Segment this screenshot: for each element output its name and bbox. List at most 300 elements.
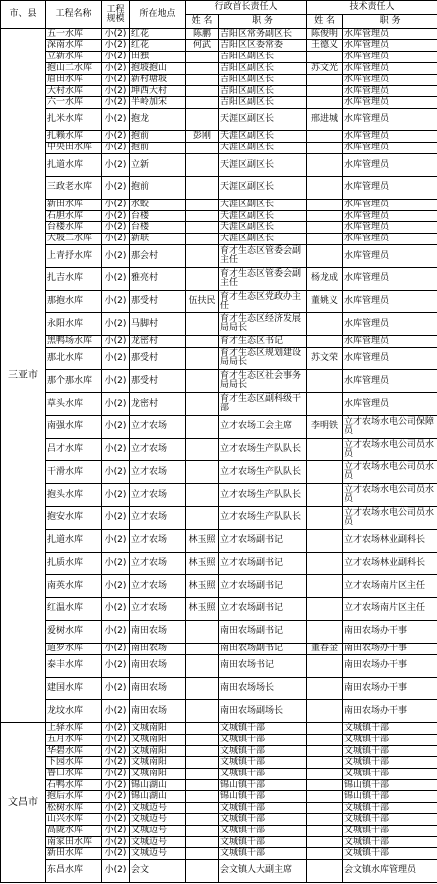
tech-duty-cell: 水库管理员 xyxy=(343,336,437,347)
location-cell: 南田农场 xyxy=(130,654,186,677)
project-scale-cell: 小(2) xyxy=(102,575,130,598)
tech-name-cell: 董姚义 xyxy=(307,290,343,313)
tech-duty-cell: 文城镇干部 xyxy=(343,734,437,745)
project-name-cell: 红温水库 xyxy=(46,598,102,621)
project-scale-cell: 小(2) xyxy=(102,233,130,244)
tech-duty-cell: 水库管理员 xyxy=(343,51,437,62)
location-cell: 新联 xyxy=(130,233,186,244)
admin-name-cell xyxy=(186,233,219,244)
tech-name-cell xyxy=(307,654,343,677)
project-scale-cell: 小(2) xyxy=(102,74,130,85)
table-row xyxy=(1,154,437,177)
admin-duty-cell: 立才农场生产队队长 xyxy=(219,438,307,461)
tech-duty-cell: 水库管理员 xyxy=(343,63,437,74)
project-name-cell: 道罗水库 xyxy=(46,643,102,654)
admin-name-cell xyxy=(186,222,219,233)
table-row xyxy=(1,63,437,74)
project-name-cell: 下园水库 xyxy=(46,757,102,768)
admin-name-cell xyxy=(186,848,219,859)
project-scale-cell: 小(2) xyxy=(102,643,130,654)
tech-name-cell xyxy=(307,757,343,768)
location-cell: 南田农场 xyxy=(130,620,186,643)
tech-duty-cell: 锦山镇干部 xyxy=(343,780,437,791)
header-tech-group: 技术责任人 xyxy=(307,1,437,15)
tech-duty-cell: 水库管理员 xyxy=(343,347,437,370)
admin-duty-cell: 育才生态区管委会副主任 xyxy=(219,245,307,268)
location-cell: 南田农场 xyxy=(130,643,186,654)
project-scale-cell: 小(2) xyxy=(102,654,130,677)
project-name-cell: 那个那水库 xyxy=(46,370,102,393)
admin-name-cell xyxy=(186,199,219,210)
admin-name-cell xyxy=(186,677,219,700)
project-scale-cell: 小(2) xyxy=(102,211,130,222)
header-admin-duty: 职 务 xyxy=(219,15,307,29)
project-name-cell: 大坡二水库 xyxy=(46,233,102,244)
admin-duty-cell: 吉阳区区委常委 xyxy=(219,40,307,51)
admin-duty-cell: 文城镇干部 xyxy=(219,848,307,859)
admin-name-cell xyxy=(186,643,219,654)
tech-name-cell xyxy=(307,97,343,108)
admin-duty-cell: 立才农场副书记 xyxy=(219,575,307,598)
tech-name-cell xyxy=(307,313,343,336)
admin-duty-cell: 育才生态区规划建设局局长 xyxy=(219,347,307,370)
tech-duty-cell: 水库管理员 xyxy=(343,40,437,51)
tech-duty-cell: 水库管理员 xyxy=(343,222,437,233)
header-location: 所在地点 xyxy=(130,1,186,29)
table-row xyxy=(1,552,437,575)
location-cell: 抱前 xyxy=(130,131,186,142)
tech-duty-cell: 锦山镇干部 xyxy=(343,791,437,802)
location-cell: 那会村 xyxy=(130,245,186,268)
tech-name-cell: 董春金 xyxy=(307,643,343,654)
admin-name-cell: 何武 xyxy=(186,40,219,51)
project-name-cell: 上青抒水库 xyxy=(46,245,102,268)
admin-name-cell xyxy=(186,154,219,177)
project-name-cell: 抱头水库 xyxy=(46,484,102,507)
tech-name-cell: 陈俊明 xyxy=(307,29,343,40)
admin-name-cell xyxy=(186,370,219,393)
tech-name-cell xyxy=(307,222,343,233)
project-scale-cell: 小(2) xyxy=(102,154,130,177)
tech-name-cell xyxy=(307,370,343,393)
tech-name-cell xyxy=(307,859,343,882)
admin-duty-cell: 天涯区副区长 xyxy=(219,233,307,244)
project-scale-cell: 小(2) xyxy=(102,768,130,779)
tech-name-cell: 李明铁 xyxy=(307,415,343,438)
table-row xyxy=(1,859,437,882)
city-cell: 文昌市 xyxy=(1,723,46,882)
table-row xyxy=(1,336,437,347)
location-cell: 立才农场 xyxy=(130,461,186,484)
location-cell: 红花 xyxy=(130,40,186,51)
location-cell: 文城迈号 xyxy=(130,836,186,847)
project-name-cell: 泰丰水库 xyxy=(46,654,102,677)
admin-name-cell xyxy=(186,176,219,199)
project-scale-cell: 小(2) xyxy=(102,802,130,813)
tech-duty-cell: 水库管理员 xyxy=(343,199,437,210)
project-scale-cell: 小(2) xyxy=(102,529,130,552)
project-scale-cell: 小(2) xyxy=(102,745,130,756)
table-row xyxy=(1,51,437,62)
project-name-cell: 上驿水库 xyxy=(46,723,102,734)
project-scale-cell: 小(2) xyxy=(102,142,130,153)
location-cell: 新村塘坡 xyxy=(130,74,186,85)
tech-duty-cell: 水库管理员 xyxy=(343,176,437,199)
project-name-cell: 三政老水库 xyxy=(46,176,102,199)
admin-duty-cell: 南田农场场长 xyxy=(219,677,307,700)
admin-name-cell xyxy=(186,814,219,825)
admin-name-cell: 林玉照 xyxy=(186,575,219,598)
tech-duty-cell: 水库管理员 xyxy=(343,290,437,313)
admin-duty-cell: 文城镇干部 xyxy=(219,836,307,847)
admin-duty-cell: 南田农场副场长 xyxy=(219,700,307,723)
tech-duty-cell: 水库管理员 xyxy=(343,131,437,142)
tech-name-cell xyxy=(307,723,343,734)
tech-name-cell xyxy=(307,848,343,859)
tech-name-cell xyxy=(307,245,343,268)
admin-duty-cell: 天涯区副区长 xyxy=(219,211,307,222)
location-cell: 立才农场 xyxy=(130,552,186,575)
tech-name-cell xyxy=(307,768,343,779)
table-row xyxy=(1,677,437,700)
project-name-cell: 山兴水库 xyxy=(46,814,102,825)
project-scale-cell: 小(2) xyxy=(102,290,130,313)
project-scale-cell: 小(2) xyxy=(102,461,130,484)
location-cell: 那受村 xyxy=(130,370,186,393)
location-cell: 那受村 xyxy=(130,347,186,370)
table-row xyxy=(1,723,437,734)
table-row xyxy=(1,768,437,779)
location-cell: 文城迈号 xyxy=(130,814,186,825)
tech-duty-cell: 文城镇干部 xyxy=(343,848,437,859)
project-name-cell: 抱山二水库 xyxy=(46,63,102,74)
admin-name-cell xyxy=(186,791,219,802)
tech-duty-cell: 文城镇干部 xyxy=(343,768,437,779)
admin-duty-cell: 立才农场副书记 xyxy=(219,598,307,621)
tech-name-cell xyxy=(307,74,343,85)
table-row xyxy=(1,74,437,85)
admin-name-cell xyxy=(186,859,219,882)
project-scale-cell: 小(2) xyxy=(102,267,130,290)
location-cell: 抱坡抱山 xyxy=(130,63,186,74)
admin-duty-cell: 南田农场书记 xyxy=(219,654,307,677)
admin-duty-cell: 立才农场生产队队长 xyxy=(219,506,307,529)
admin-duty-cell: 育才生态区经济发展局局长 xyxy=(219,313,307,336)
admin-duty-cell: 南田农场副书记 xyxy=(219,620,307,643)
admin-name-cell xyxy=(186,802,219,813)
tech-name-cell xyxy=(307,598,343,621)
table-row xyxy=(1,780,437,791)
tech-duty-cell: 水库管理员 xyxy=(343,313,437,336)
table-row xyxy=(1,199,437,210)
tech-name-cell xyxy=(307,734,343,745)
location-cell: 文城南阳 xyxy=(130,757,186,768)
admin-name-cell xyxy=(186,415,219,438)
admin-name-cell xyxy=(186,620,219,643)
tech-name-cell: 杨龙成 xyxy=(307,267,343,290)
location-cell: 文城迈号 xyxy=(130,848,186,859)
project-scale-cell: 小(2) xyxy=(102,347,130,370)
project-name-cell: 黑鸭场水库 xyxy=(46,336,102,347)
admin-duty-cell: 吉阳区常务副区长 xyxy=(219,29,307,40)
admin-duty-cell: 天涯区副区长 xyxy=(219,108,307,131)
project-name-cell: 深南水库 xyxy=(46,40,102,51)
admin-name-cell xyxy=(186,484,219,507)
tech-duty-cell: 文城镇干部 xyxy=(343,757,437,768)
admin-name-cell xyxy=(186,700,219,723)
project-name-cell: 扎米水库 xyxy=(46,108,102,131)
tech-duty-cell: 立才农场水电公司员水员 xyxy=(343,484,437,507)
admin-duty-cell: 会文镇人大副主席 xyxy=(219,859,307,882)
project-scale-cell: 小(2) xyxy=(102,313,130,336)
admin-duty-cell: 文城镇干部 xyxy=(219,757,307,768)
project-scale-cell: 小(2) xyxy=(102,245,130,268)
project-scale-cell: 小(2) xyxy=(102,506,130,529)
table-row xyxy=(1,40,437,51)
tech-name-cell xyxy=(307,85,343,96)
tech-name-cell: 王德义 xyxy=(307,40,343,51)
project-scale-cell: 小(2) xyxy=(102,598,130,621)
table-row xyxy=(1,29,437,40)
tech-name-cell: 苏文光 xyxy=(307,63,343,74)
tech-name-cell: 苏文荣 xyxy=(307,347,343,370)
project-name-cell: 松树水库 xyxy=(46,802,102,813)
project-scale-cell: 小(2) xyxy=(102,85,130,96)
tech-name-cell xyxy=(307,142,343,153)
admin-name-cell xyxy=(186,780,219,791)
table-row xyxy=(1,802,437,813)
tech-duty-cell: 南田农场办干事 xyxy=(343,620,437,643)
table-row xyxy=(1,745,437,756)
project-name-cell: 中央田水库 xyxy=(46,142,102,153)
project-name-cell: 六一水库 xyxy=(46,97,102,108)
tech-duty-cell: 文城镇干部 xyxy=(343,723,437,734)
admin-duty-cell: 吉阳区副区长 xyxy=(219,85,307,96)
project-scale-cell: 小(2) xyxy=(102,552,130,575)
admin-name-cell xyxy=(186,438,219,461)
table-row xyxy=(1,461,437,484)
location-cell: 水蛟 xyxy=(130,199,186,210)
project-scale-cell: 小(2) xyxy=(102,51,130,62)
location-cell: 会文 xyxy=(130,859,186,882)
tech-duty-cell: 文城镇干部 xyxy=(343,825,437,836)
tech-duty-cell: 文城镇干部 xyxy=(343,802,437,813)
project-scale-cell: 小(2) xyxy=(102,176,130,199)
admin-name-cell xyxy=(186,63,219,74)
tech-duty-cell: 立才农场水电公司员水员 xyxy=(343,506,437,529)
table-row xyxy=(1,654,437,677)
admin-duty-cell: 锦山镇干部 xyxy=(219,780,307,791)
header-project-name: 工程名称 xyxy=(46,1,102,29)
tech-duty-cell: 水库管理员 xyxy=(343,108,437,131)
project-name-cell: 草头水库 xyxy=(46,393,102,416)
tech-duty-cell: 文城镇干部 xyxy=(343,745,437,756)
city-cell: 三亚市 xyxy=(1,29,46,723)
admin-duty-cell: 天涯区副区长 xyxy=(219,131,307,142)
location-cell: 雅亮村 xyxy=(130,267,186,290)
project-name-cell: 石胆水库 xyxy=(46,211,102,222)
table-row xyxy=(1,108,437,131)
project-scale-cell: 小(2) xyxy=(102,199,130,210)
admin-name-cell xyxy=(186,723,219,734)
admin-duty-cell: 吉阳区副区长 xyxy=(219,97,307,108)
admin-name-cell xyxy=(186,768,219,779)
project-name-cell: 扎质水库 xyxy=(46,552,102,575)
table-row xyxy=(1,313,437,336)
admin-duty-cell: 天涯区副区长 xyxy=(219,154,307,177)
project-scale-cell: 小(2) xyxy=(102,734,130,745)
admin-name-cell xyxy=(186,211,219,222)
admin-duty-cell: 文城镇干部 xyxy=(219,734,307,745)
admin-name-cell xyxy=(186,506,219,529)
table-row xyxy=(1,176,437,199)
location-cell: 抱龙 xyxy=(130,108,186,131)
admin-duty-cell: 天涯区副区长 xyxy=(219,142,307,153)
location-cell: 红花 xyxy=(130,29,186,40)
admin-name-cell: 林玉照 xyxy=(186,598,219,621)
admin-duty-cell: 立才农场副书记 xyxy=(219,552,307,575)
admin-name-cell xyxy=(186,108,219,131)
project-name-cell: 五一水库 xyxy=(46,29,102,40)
location-cell: 文城南阳 xyxy=(130,768,186,779)
project-scale-cell: 小(2) xyxy=(102,791,130,802)
project-scale-cell: 小(2) xyxy=(102,677,130,700)
admin-name-cell xyxy=(186,461,219,484)
tech-name-cell xyxy=(307,780,343,791)
tech-duty-cell: 水库管理员 xyxy=(343,29,437,40)
admin-duty-cell: 文城镇干部 xyxy=(219,768,307,779)
header-admin-name: 姓 名 xyxy=(186,15,219,29)
project-name-cell: 南强水库 xyxy=(46,415,102,438)
table-row xyxy=(1,245,437,268)
table-row xyxy=(1,598,437,621)
tech-name-cell xyxy=(307,131,343,142)
location-cell: 田独 xyxy=(130,51,186,62)
tech-duty-cell: 水库管理员 xyxy=(343,245,437,268)
table-row xyxy=(1,814,437,825)
tech-duty-cell: 水库管理员 xyxy=(343,211,437,222)
admin-duty-cell: 立才农场副书记 xyxy=(219,529,307,552)
location-cell: 文城南阳 xyxy=(130,723,186,734)
tech-name-cell xyxy=(307,791,343,802)
tech-name-cell xyxy=(307,484,343,507)
tech-name-cell xyxy=(307,336,343,347)
admin-name-cell xyxy=(186,245,219,268)
location-cell: 抱前 xyxy=(130,176,186,199)
table-row xyxy=(1,836,437,847)
project-name-cell: 新田水库 xyxy=(46,199,102,210)
tech-duty-cell: 南田农场办干事 xyxy=(343,643,437,654)
project-name-cell: 建国水库 xyxy=(46,677,102,700)
table-row xyxy=(1,233,437,244)
header-city: 市、县 xyxy=(1,1,46,29)
location-cell: 抱前 xyxy=(130,142,186,153)
project-name-cell: 抱后水库 xyxy=(46,791,102,802)
table-row xyxy=(1,131,437,142)
location-cell: 台楼 xyxy=(130,211,186,222)
table-row xyxy=(1,211,437,222)
admin-duty-cell: 立才农场生产队队长 xyxy=(219,461,307,484)
project-scale-cell: 小(2) xyxy=(102,415,130,438)
tech-name-cell xyxy=(307,575,343,598)
tech-duty-cell: 立才农场水电公司保障员 xyxy=(343,415,437,438)
project-name-cell: 吕才水库 xyxy=(46,438,102,461)
admin-name-cell xyxy=(186,654,219,677)
tech-duty-cell: 立才农场林业副科长 xyxy=(343,529,437,552)
admin-name-cell xyxy=(186,51,219,62)
location-cell: 立才农场 xyxy=(130,438,186,461)
admin-duty-cell: 育才生态区党政办主任 xyxy=(219,290,307,313)
tech-name-cell xyxy=(307,825,343,836)
admin-name-cell: 林玉照 xyxy=(186,552,219,575)
admin-name-cell xyxy=(186,336,219,347)
tech-name-cell xyxy=(307,506,343,529)
location-cell: 立新 xyxy=(130,154,186,177)
table-row xyxy=(1,415,437,438)
admin-name-cell xyxy=(186,825,219,836)
project-scale-cell: 小(2) xyxy=(102,97,130,108)
location-cell: 南田农场 xyxy=(130,677,186,700)
table-body xyxy=(1,29,437,883)
project-name-cell: 南英水库 xyxy=(46,575,102,598)
admin-duty-cell: 锦山镇干部 xyxy=(219,791,307,802)
tech-duty-cell: 南田农场办干事 xyxy=(343,654,437,677)
project-name-cell: 大村水库 xyxy=(46,85,102,96)
project-name-cell: 新田水库 xyxy=(46,848,102,859)
project-scale-cell: 小(2) xyxy=(102,29,130,40)
admin-duty-cell: 文城镇干部 xyxy=(219,802,307,813)
project-name-cell: 台楼水库 xyxy=(46,222,102,233)
project-scale-cell: 小(2) xyxy=(102,438,130,461)
tech-duty-cell: 水库管理员 xyxy=(343,97,437,108)
tech-duty-cell: 立才农场南片区主任 xyxy=(343,598,437,621)
tech-name-cell xyxy=(307,814,343,825)
admin-name-cell xyxy=(186,97,219,108)
tech-name-cell xyxy=(307,552,343,575)
table-row xyxy=(1,529,437,552)
project-scale-cell: 小(2) xyxy=(102,757,130,768)
project-name-cell: 华碧水库 xyxy=(46,745,102,756)
project-name-cell: 扎道水库 xyxy=(46,154,102,177)
project-name-cell: 抱安水库 xyxy=(46,506,102,529)
tech-duty-cell: 水库管理员 xyxy=(343,85,437,96)
tech-duty-cell: 立才农场水电公司员水员 xyxy=(343,461,437,484)
location-cell: 锦山湖山 xyxy=(130,791,186,802)
admin-name-cell xyxy=(186,836,219,847)
location-cell: 龙密村 xyxy=(130,336,186,347)
project-scale-cell: 小(2) xyxy=(102,814,130,825)
table-row xyxy=(1,506,437,529)
tech-name-cell xyxy=(307,461,343,484)
location-cell: 文城南阳 xyxy=(130,734,186,745)
project-scale-cell: 小(2) xyxy=(102,63,130,74)
tech-duty-cell: 水库管理员 xyxy=(343,393,437,416)
tech-name-cell xyxy=(307,529,343,552)
project-name-cell: 东昌水库 xyxy=(46,859,102,882)
tech-duty-cell: 南田农场办干事 xyxy=(343,677,437,700)
project-name-cell: 南家田水库 xyxy=(46,836,102,847)
project-scale-cell: 小(2) xyxy=(102,859,130,882)
table-row xyxy=(1,97,437,108)
admin-duty-cell: 文城镇干部 xyxy=(219,723,307,734)
tech-name-cell xyxy=(307,700,343,723)
table-row xyxy=(1,734,437,745)
admin-duty-cell: 天涯区副区长 xyxy=(219,176,307,199)
project-name-cell: 干滑水库 xyxy=(46,461,102,484)
tech-duty-cell: 南田农场办干事 xyxy=(343,700,437,723)
header-tech-duty: 职 务 xyxy=(343,15,437,29)
project-name-cell: 扎吉水库 xyxy=(46,267,102,290)
